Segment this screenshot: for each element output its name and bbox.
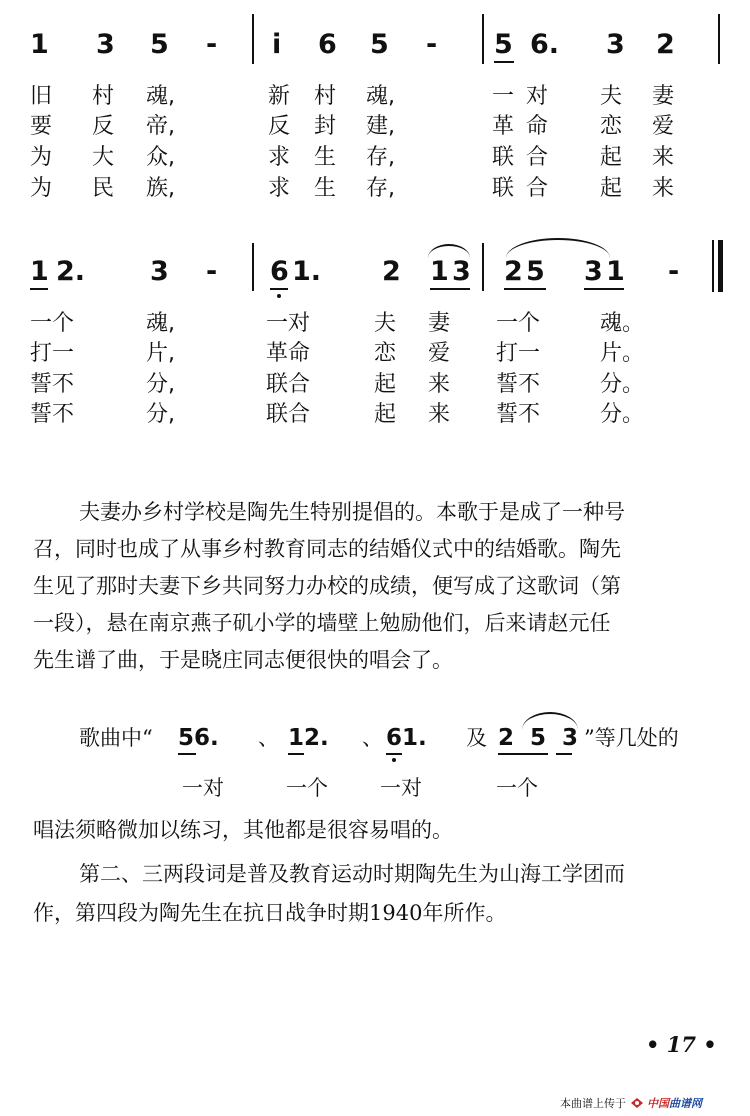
note-underline xyxy=(556,753,572,755)
lyric: 生 xyxy=(314,145,337,170)
lyric: 封 xyxy=(314,114,337,139)
lyric: 起 xyxy=(600,145,623,170)
note-underline xyxy=(584,288,624,290)
note: - xyxy=(206,29,218,60)
inline-notation: 253 xyxy=(498,725,595,751)
lyric: 帝, xyxy=(146,114,175,139)
lyric: 合 xyxy=(526,145,549,170)
text-line: 先生谱了曲，于是晓庄同志便很快的唱会了。 xyxy=(33,648,453,672)
bar-line xyxy=(252,14,254,64)
note-underline xyxy=(430,288,470,290)
lyric: 求 xyxy=(268,145,291,170)
note: 2. xyxy=(56,256,86,287)
lyric: 分。 xyxy=(600,372,645,397)
lyric: 村 xyxy=(92,84,115,109)
lyric: 誓不 xyxy=(30,372,75,397)
lyric: 一对 xyxy=(266,311,311,336)
note: 5 xyxy=(150,29,169,60)
note: 3 xyxy=(452,256,471,287)
lyric: 旧 xyxy=(30,84,53,109)
lyric: 分, xyxy=(146,402,175,427)
final-bar-line xyxy=(718,240,723,292)
note-underline xyxy=(504,288,546,290)
text-line: 第二、三两段词是普及教育运动时期陶先生为山海工学团而 xyxy=(79,862,625,886)
lyric: 一个 xyxy=(30,311,75,336)
text-line: 及 xyxy=(466,726,487,750)
inline-notation: 61. xyxy=(386,725,427,751)
lyric: 起 xyxy=(600,176,623,201)
lyric: 反 xyxy=(92,114,115,139)
note: 2 xyxy=(382,256,401,287)
note: 1 xyxy=(30,256,49,287)
credit-text: 本曲谱上传于 xyxy=(560,1097,626,1110)
lyric: 恋 xyxy=(374,341,397,366)
lyric: 合 xyxy=(526,176,549,201)
sub-label: 一个 xyxy=(286,776,328,800)
bar-line xyxy=(712,240,714,292)
note: 6 xyxy=(318,29,337,60)
note-underline xyxy=(288,753,304,755)
text-line: 、 xyxy=(258,726,279,750)
note-underline xyxy=(270,288,288,290)
lyric: 妻 xyxy=(652,84,675,109)
lyric: 存, xyxy=(366,145,395,170)
note: 1 xyxy=(606,256,625,287)
lyric: 打一 xyxy=(496,341,541,366)
lyric: 要 xyxy=(30,114,53,139)
note-underline xyxy=(498,753,548,755)
text-line: 夫妻办乡村学校是陶先生特别提倡的。本歌于是成了一种号 xyxy=(79,500,625,524)
bar-line xyxy=(482,243,484,291)
lyric: 一个 xyxy=(496,311,541,336)
note: 6. xyxy=(530,29,560,60)
lyric: 众, xyxy=(146,145,175,170)
lyric: 片, xyxy=(146,341,175,366)
text-line: 唱法须略微加以练习，其他都是很容易唱的。 xyxy=(33,818,453,842)
lyric: 誓不 xyxy=(496,402,541,427)
lyric: 建, xyxy=(366,114,395,139)
note: 5 xyxy=(526,256,545,287)
lyric: 夫 xyxy=(600,84,623,109)
note-underline xyxy=(178,753,196,755)
note: 3 xyxy=(584,256,603,287)
lyric: 片。 xyxy=(600,341,645,366)
lyric: 妻 xyxy=(428,311,451,336)
lyric: 魂, xyxy=(146,311,175,336)
lyric: 联合 xyxy=(266,402,311,427)
lyric: 来 xyxy=(428,402,451,427)
note: 2 xyxy=(656,29,675,60)
lyric: 夫 xyxy=(374,311,397,336)
note-underline xyxy=(30,288,48,290)
lyric: 魂。 xyxy=(600,311,645,336)
sub-label: 一个 xyxy=(496,776,538,800)
lyric: 族, xyxy=(146,176,175,201)
note: 3 xyxy=(150,256,169,287)
lyric: 存, xyxy=(366,176,395,201)
note-underline xyxy=(494,61,514,63)
inline-notation: 12. xyxy=(288,725,329,751)
low-octave-dot xyxy=(277,294,281,298)
lyric: 对 xyxy=(526,84,549,109)
lyric: 誓不 xyxy=(496,372,541,397)
lyric: 联合 xyxy=(266,372,311,397)
lyric: 联 xyxy=(492,176,515,201)
inline-notation: 56. xyxy=(178,725,219,751)
note: - xyxy=(426,29,438,60)
text-line: 作，第四段为陶先生在抗日战争时期1940年所作。 xyxy=(33,901,507,925)
note: 5 xyxy=(370,29,389,60)
lyric: 联 xyxy=(492,145,515,170)
low-octave-dot xyxy=(392,758,396,762)
note: 3 xyxy=(606,29,625,60)
lyric: 生 xyxy=(314,176,337,201)
page-number: • 17 • xyxy=(646,1032,717,1057)
sub-label: 一对 xyxy=(182,776,224,800)
lyric: 魂, xyxy=(366,84,395,109)
lyric: 起 xyxy=(374,372,397,397)
lyric: 反 xyxy=(268,114,291,139)
note-underline xyxy=(386,753,402,755)
lyric: 村 xyxy=(314,84,337,109)
lyric: 恋 xyxy=(600,114,623,139)
text-line: 歌曲中“ xyxy=(79,726,153,750)
lyric: 一 xyxy=(492,84,515,109)
bar-line xyxy=(252,243,254,291)
lyric: 魂, xyxy=(146,84,175,109)
note: 2 xyxy=(504,256,523,287)
lyric: 分, xyxy=(146,372,175,397)
lyric: 分。 xyxy=(600,402,645,427)
bar-line xyxy=(718,14,720,64)
note: 6 xyxy=(270,256,289,287)
slur xyxy=(506,238,610,258)
upload-credit xyxy=(560,1095,702,1111)
lyric: 求 xyxy=(268,176,291,201)
note: 5 xyxy=(494,29,513,60)
note: 1 xyxy=(30,29,49,60)
note: - xyxy=(206,256,218,287)
lyric: 起 xyxy=(374,402,397,427)
lyric: 来 xyxy=(652,145,675,170)
note-high: i xyxy=(272,29,282,60)
lyric: 誓不 xyxy=(30,402,75,427)
lyric: 新 xyxy=(268,84,291,109)
text-line: 生见了那时夫妻下乡共同努力办校的成绩，便写成了这歌词（第 xyxy=(33,574,621,598)
lyric: 革 xyxy=(492,114,515,139)
lyric: 打一 xyxy=(30,341,75,366)
lyric: 爱 xyxy=(652,114,675,139)
lyric: 为 xyxy=(30,176,53,201)
site-brand-2: 曲谱网 xyxy=(669,1097,702,1110)
lyric: 为 xyxy=(30,145,53,170)
text-line: 、 xyxy=(362,726,383,750)
text-line: 一段），悬在南京燕子矶小学的墙壁上勉励他们，后来请赵元任 xyxy=(33,611,611,635)
note: 1. xyxy=(292,256,322,287)
lyric: 命 xyxy=(526,114,549,139)
bar-line xyxy=(482,14,484,64)
text-line: ”等几处的 xyxy=(584,726,679,750)
lyric: 来 xyxy=(428,372,451,397)
note: - xyxy=(668,256,680,287)
note: 3 xyxy=(96,29,115,60)
lyric: 民 xyxy=(92,176,115,201)
lyric: 革命 xyxy=(266,341,311,366)
text-line: 召，同时也成了从事乡村教育同志的结婚仪式中的结婚歌。陶先 xyxy=(33,537,621,561)
site-logo-icon xyxy=(630,1097,644,1109)
lyric: 爱 xyxy=(428,341,451,366)
note: 1 xyxy=(430,256,449,287)
sub-label: 一对 xyxy=(380,776,422,800)
site-brand: 中国 xyxy=(647,1097,669,1110)
lyric: 大 xyxy=(92,145,115,170)
lyric: 来 xyxy=(652,176,675,201)
